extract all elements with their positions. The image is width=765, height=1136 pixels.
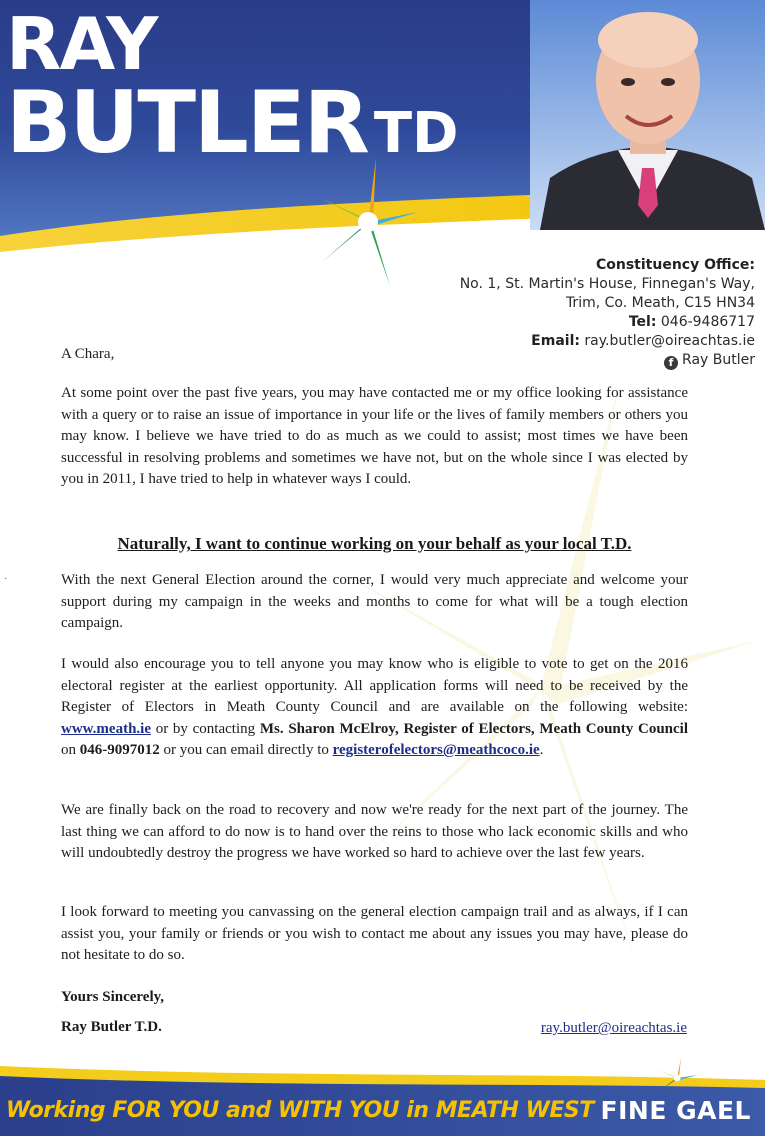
letter-greeting: A Chara, xyxy=(61,346,115,362)
register-email-link[interactable]: registerofelectors@meathcoco.ie xyxy=(332,742,540,758)
footer-star-logo xyxy=(656,1058,698,1096)
paragraph-3-part-a: I would also encourage you to tell anyone you may know who is eligible to vote to get on the 2016 electoral register at the earliest opportunity. All application forms will need to be received by the Register of Electors in Meath County Council and are available on the following website: xyxy=(61,656,688,715)
paragraph-3-part-c: on xyxy=(61,742,80,758)
facebook-icon: f xyxy=(664,356,678,370)
letter-headline: Naturally, I want to continue working on your behalf as your local T.D. xyxy=(117,534,632,553)
fine-gael-star-logo xyxy=(318,158,418,288)
candidate-title-suffix: TD xyxy=(373,101,459,166)
paragraph-5-text: I look forward to meeting you canvassing on the general election campaign trail and as always, if I can assist you, your family or friends or you wish to contact me about any issues you may have, please do not hesitate to do so. xyxy=(61,904,688,963)
paragraph-4-text: We are finally back on the road to recovery and now we're ready for the next part of the journey. The last thing we can afford to do now is to hand over the reins to those who lack economic skills and who will undoubtedly destroy the progress we have worked so hard to achieve over the last few years. xyxy=(61,802,688,861)
facebook-page-link[interactable]: Ray Butler xyxy=(682,352,755,368)
tel-value: 046-9486717 xyxy=(660,314,755,330)
signature-name: Ray Butler T.D. xyxy=(61,1019,162,1035)
paragraph-3-part-e: . xyxy=(539,742,544,758)
letter-paragraph-5 xyxy=(61,902,688,967)
candidate-surname: BUTLER xyxy=(6,73,368,173)
paragraph-3-text xyxy=(61,654,688,762)
candidate-photo xyxy=(530,0,765,230)
header-banner xyxy=(0,0,765,290)
party-name: FINE GAEL xyxy=(600,1096,751,1125)
letter-paragraph-2 xyxy=(61,570,688,635)
office-email[interactable]: ray.butler@oireachtas.ie xyxy=(584,333,755,349)
register-phone: 046-9097012 xyxy=(79,742,160,758)
office-label: Constituency Office: xyxy=(595,257,755,273)
letter-paragraph-1 xyxy=(61,383,688,491)
candidate-last-name xyxy=(6,73,459,173)
paragraph-2-text: With the next General Election around the corner, I would very much appreciate and welcome your support during my campaign in the weeks and months to come for what will be a tough election campaign. xyxy=(61,572,688,631)
campaign-slogan: Working FOR YOU and WITH YOU in MEATH WEST xyxy=(6,1098,594,1123)
letter-paragraph-3 xyxy=(61,654,688,762)
signature-email-link[interactable]: ray.butler@oireachtas.ie xyxy=(540,1020,687,1036)
tel-label: Tel: xyxy=(628,314,657,330)
register-contact-name: Ms. Sharon McElroy, Register of Electors, Meath County Council xyxy=(259,720,688,737)
letter-signoff: Yours Sincerely, xyxy=(61,989,165,1005)
paragraph-3-part-d: or you can email directly to xyxy=(159,742,333,758)
footer-banner xyxy=(0,1058,765,1136)
address-line-1: No. 1, St. Martin's House, Finnegan's Way, xyxy=(459,276,755,292)
address-line-2: Trim, Co. Meath, C15 HN34 xyxy=(565,295,755,311)
paragraph-3-part-b: or by contacting xyxy=(151,720,260,737)
meath-website-link[interactable]: www.meath.ie xyxy=(61,720,151,737)
letter-paragraph-4 xyxy=(61,800,688,865)
candidate-first-name: RAY xyxy=(6,2,157,86)
email-label: Email: xyxy=(531,333,580,349)
paragraph-1-text: At some point over the past five years, you may have contacted me or my office looking for assistance with a query or to raise an issue of importance in your life or the lives of family members or others you may know. I believe we have tried to do as much as we could to assist; most times we have been successful in resolving problems and sometimes we have not, but on the whole since I was elected by you in 2011, I have tried to help in whatever ways I could. xyxy=(61,385,688,487)
scan-mark: · xyxy=(4,574,8,585)
